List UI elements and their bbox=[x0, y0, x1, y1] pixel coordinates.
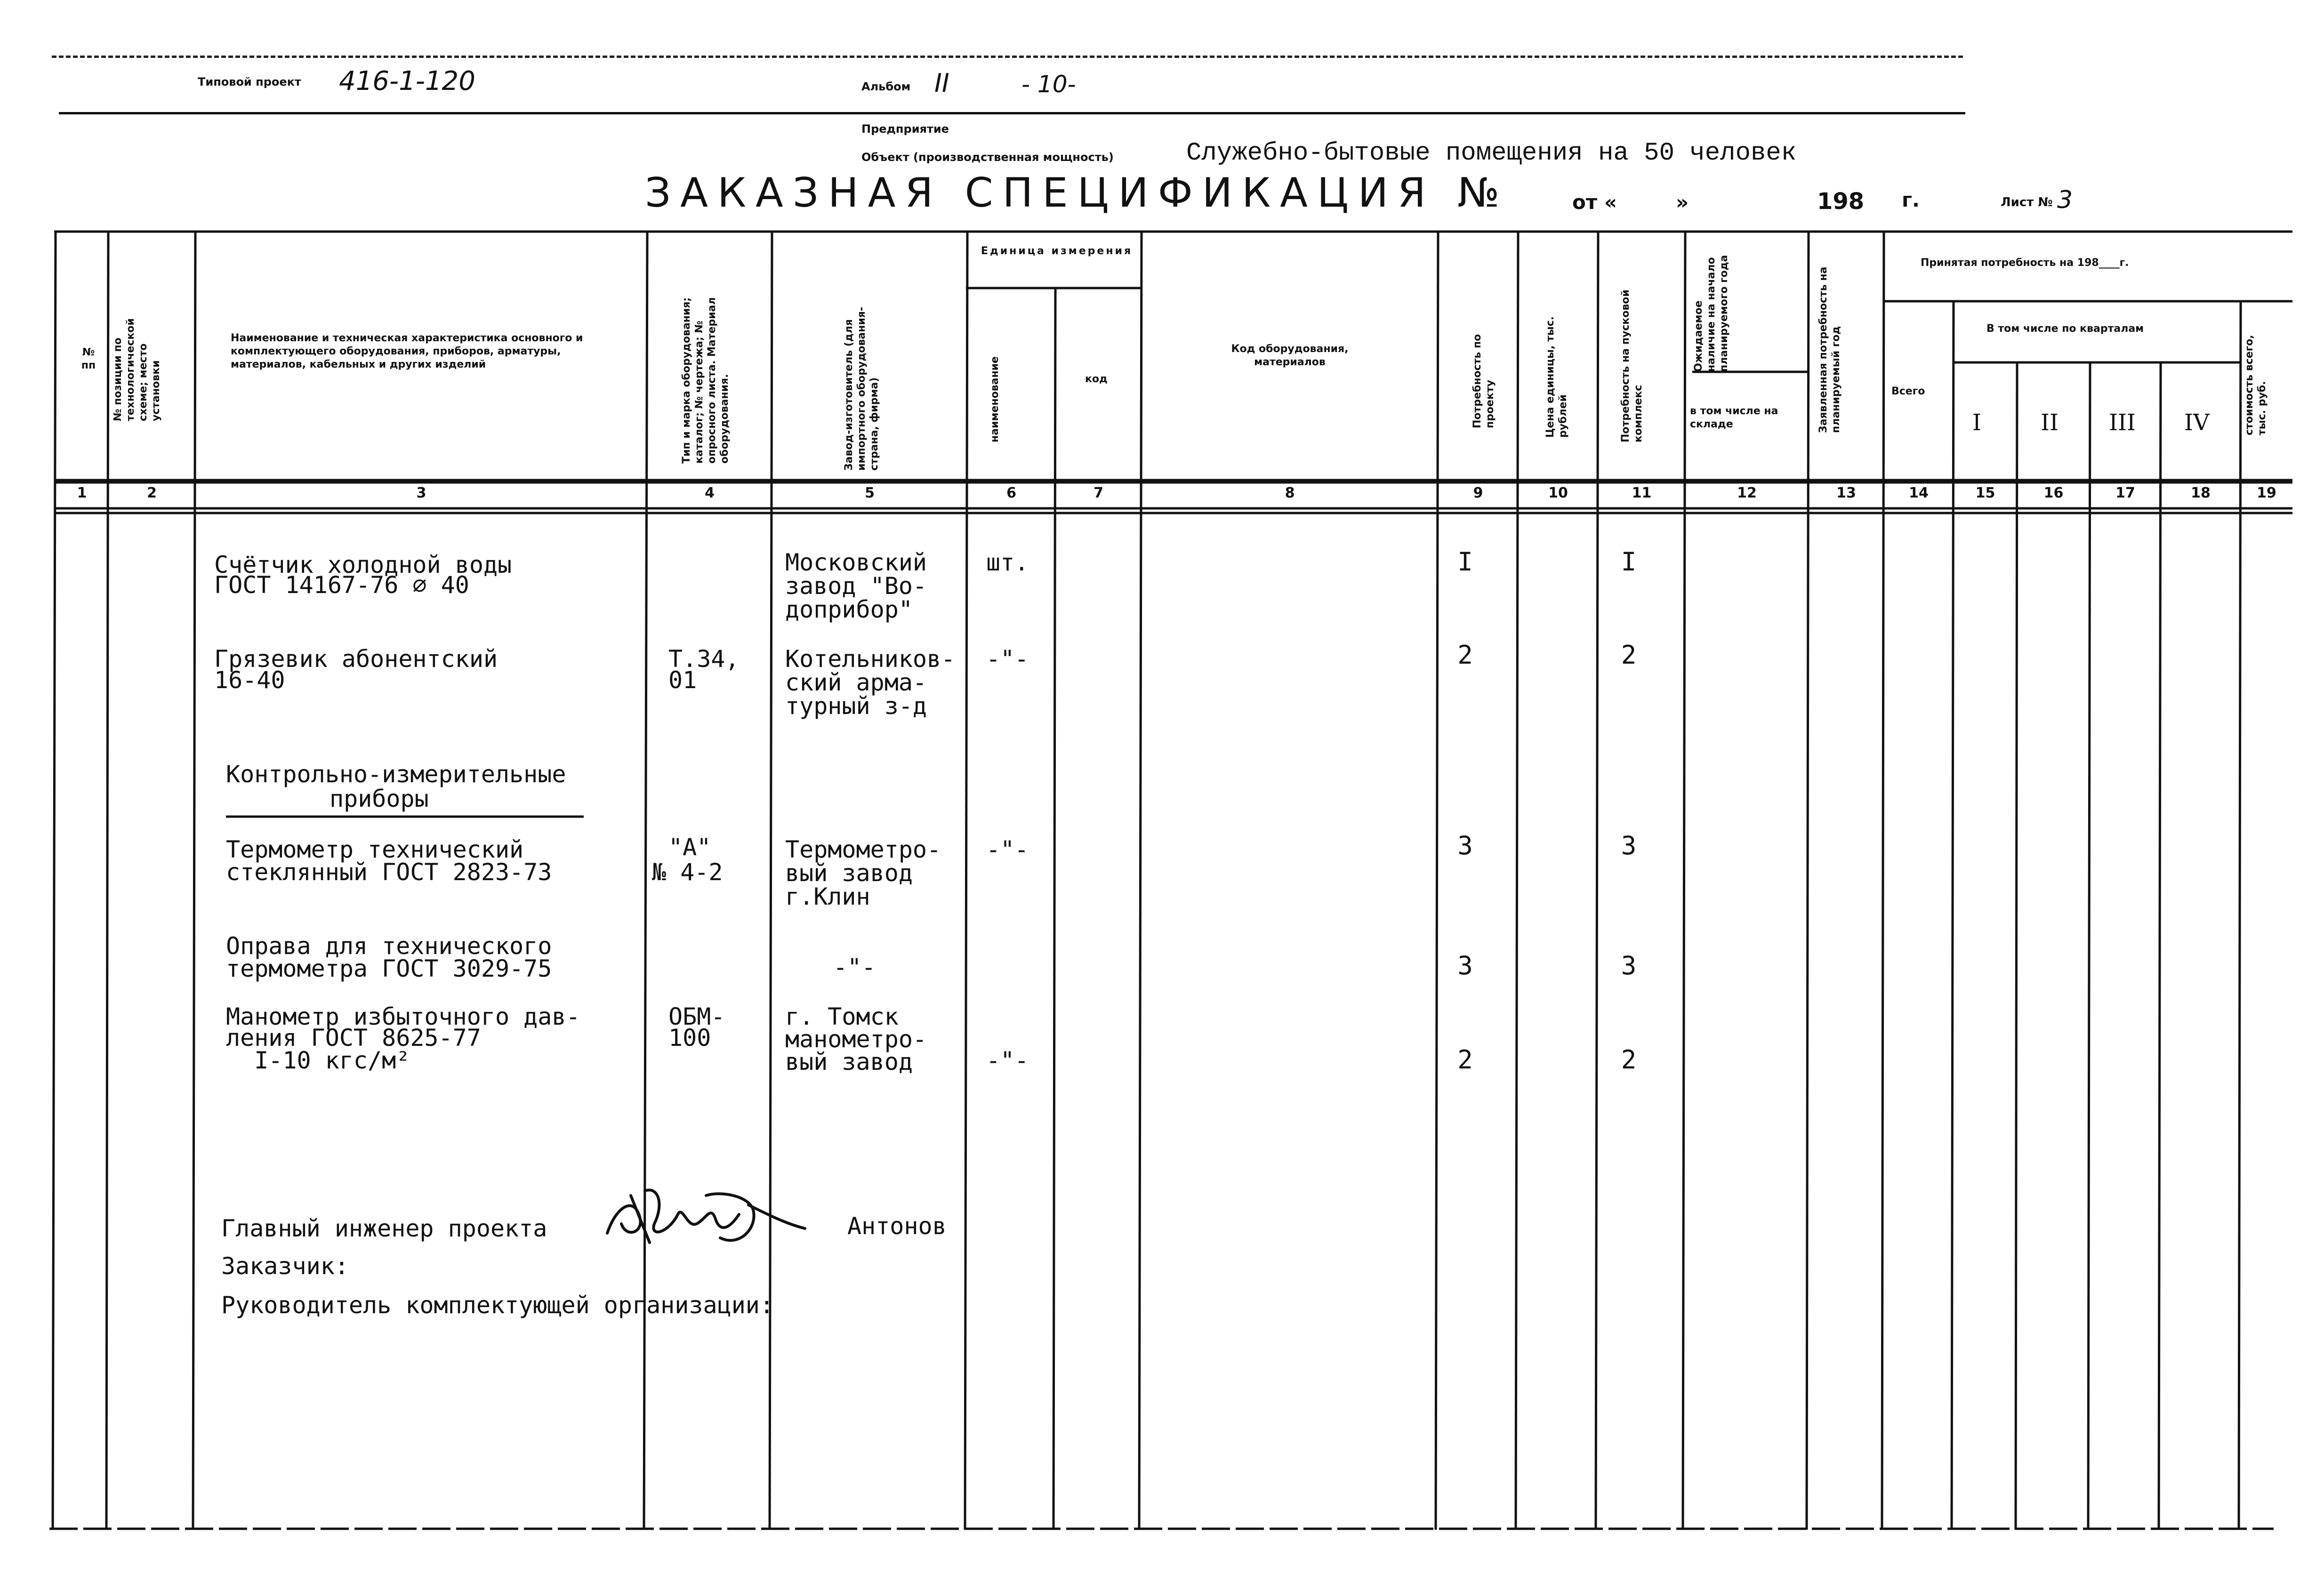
maker-line: ский арма- bbox=[785, 669, 927, 696]
page-marker: - 10- bbox=[1021, 71, 1076, 98]
customer-label: Заказчик: bbox=[221, 1252, 349, 1280]
col-number: 16 bbox=[2043, 485, 2064, 501]
project-value: 416-1-120 bbox=[339, 66, 475, 96]
col-number: 15 bbox=[1975, 485, 1995, 501]
col-header-2: № позиции по технологической схеме; место установки bbox=[112, 318, 162, 421]
project-label: Типовой проект bbox=[198, 75, 301, 88]
need-project-value: 3 bbox=[1457, 951, 1473, 980]
type-line: "А" bbox=[668, 834, 711, 861]
col-header-6: наименование bbox=[989, 356, 1001, 442]
col-number: 17 bbox=[2115, 485, 2135, 501]
col-header-12-bottom: в том числе на складе bbox=[1690, 405, 1778, 430]
col-number: 12 bbox=[1737, 485, 1757, 501]
col-header-8: Код оборудования, материалов bbox=[1231, 343, 1349, 368]
album-label: Альбом bbox=[861, 80, 911, 93]
maker-line: Московский bbox=[785, 549, 927, 576]
col-number: 3 bbox=[416, 485, 426, 501]
sheet-label: Лист № bbox=[2001, 195, 2053, 209]
maker-line: Термометро- bbox=[785, 836, 941, 863]
item-name-line: термометра ГОСТ 3029-75 bbox=[226, 955, 552, 982]
need-launch-value: I bbox=[1621, 547, 1637, 577]
need-project-value: I bbox=[1457, 547, 1473, 577]
col-header-5: Завод-изготовитель (для импортного оборудования-страна, фирма) bbox=[843, 307, 880, 471]
type-line: 01 bbox=[668, 666, 697, 694]
item-name-line: стеклянный ГОСТ 2823-73 bbox=[226, 859, 552, 886]
col-number: 7 bbox=[1094, 485, 1103, 501]
item-name-line: Термометр технический bbox=[226, 836, 524, 863]
album-value: II bbox=[934, 68, 949, 98]
need-launch-value: 2 bbox=[1621, 1045, 1637, 1075]
document-title: ЗАКАЗНАЯ СПЕЦИФИКАЦИЯ № bbox=[645, 169, 1509, 217]
date-close: » bbox=[1676, 191, 1689, 214]
maker-line: вый завод bbox=[785, 859, 913, 887]
maker-line: завод "Во- bbox=[785, 572, 927, 600]
section-title-line1: Контрольно-измерительные bbox=[226, 761, 566, 788]
sheet-value: 3 bbox=[2057, 186, 2073, 214]
need-launch-value: 2 bbox=[1621, 640, 1637, 670]
item-name-line: Счётчик холодной воды bbox=[214, 551, 512, 578]
col-header-12-top: Ожидаемое наличие на начало планируемого года bbox=[1693, 255, 1730, 372]
type-line: № 4-2 bbox=[652, 859, 723, 886]
maker-line: г. Томск bbox=[785, 1003, 899, 1030]
type-line: 100 bbox=[668, 1024, 711, 1051]
chief-engineer-label: Главный инженер проекта bbox=[221, 1215, 547, 1242]
maker-line: вый завод bbox=[785, 1048, 913, 1075]
need-launch-value: 3 bbox=[1621, 951, 1637, 980]
col-header-10: Цена единицы, тыс. рублей bbox=[1544, 316, 1569, 438]
col-header-1: № пп bbox=[81, 346, 96, 371]
need-project-value: 2 bbox=[1457, 1045, 1473, 1075]
col-number: 1 bbox=[77, 485, 87, 501]
need-project-value: 2 bbox=[1457, 640, 1473, 670]
col-header-14: Всего bbox=[1891, 385, 1925, 397]
need-launch-value: 3 bbox=[1621, 831, 1637, 860]
col-number: 18 bbox=[2191, 485, 2211, 501]
maker-line: -"- bbox=[833, 954, 876, 981]
section-title-line2: приборы bbox=[330, 785, 429, 812]
maker-line: Котельников- bbox=[785, 645, 956, 673]
col-number: 11 bbox=[1632, 485, 1652, 501]
col-number: 2 bbox=[147, 485, 157, 501]
col-number: 13 bbox=[1836, 485, 1856, 501]
object-label: Объект (производственная мощность) bbox=[861, 151, 1114, 164]
col-header-13: Заявленная потребность на планируемый год bbox=[1817, 266, 1842, 433]
enterprise-label: Предприятие bbox=[861, 122, 949, 136]
type-line: ОБМ- bbox=[668, 1003, 725, 1030]
col-header-7: код bbox=[1085, 373, 1108, 385]
col-header-9: Потребность по проекту bbox=[1472, 334, 1496, 428]
date-from: от « bbox=[1572, 191, 1617, 214]
col-number: 14 bbox=[1909, 485, 1929, 501]
item-name-line: ления ГОСТ 8625-77 bbox=[226, 1024, 481, 1051]
signature-icon bbox=[598, 1177, 814, 1257]
unit-value: -"- bbox=[986, 1047, 1029, 1074]
type-line: Т.34, bbox=[668, 645, 740, 673]
unit-value: -"- bbox=[986, 836, 1029, 863]
maker-line: турный з-д bbox=[785, 692, 927, 720]
need-project-value: 3 bbox=[1457, 831, 1473, 860]
item-name-line: 16-40 bbox=[214, 666, 285, 694]
col-number: 6 bbox=[1006, 485, 1016, 501]
col-header-q1: I bbox=[1972, 409, 1981, 436]
year-prefix: 198 bbox=[1817, 188, 1865, 215]
col-header-11: Потребность на пусковой комплекс bbox=[1620, 289, 1644, 442]
col-header-4: Тип и марка оборудования; каталог; № чертежа; № опросного листа. Материал оборудования. bbox=[681, 297, 731, 464]
chief-engineer-name: Антонов bbox=[847, 1212, 947, 1240]
item-name-line: Манометр избыточного дав- bbox=[226, 1003, 580, 1030]
col-number: 4 bbox=[705, 485, 715, 501]
item-name-line: Грязевик абонентский bbox=[214, 645, 498, 673]
col-header-q2: II bbox=[2041, 409, 2059, 436]
item-name-line: I-10 кгс/м² bbox=[226, 1047, 410, 1074]
col-number: 10 bbox=[1548, 485, 1568, 501]
object-value: Служебно-бытовые помещения на 50 человек bbox=[1186, 139, 1797, 168]
col-header-q3: III bbox=[2109, 409, 2136, 436]
maker-line: г.Клин bbox=[785, 883, 870, 910]
col-header-quarters-group: В том числе по кварталам bbox=[1986, 323, 2144, 335]
col-number: 9 bbox=[1473, 485, 1483, 501]
item-name-line: ГОСТ 14167-76 ⌀ 40 bbox=[214, 571, 469, 599]
col-header-3: Наименование и техническая характеристика основного и комплектующего оборудования, приборов, арматуры, материалов, кабельных и других изделий bbox=[231, 332, 583, 370]
unit-value: шт. bbox=[986, 549, 1029, 576]
supplier-label: Руководитель комплектующей организации: bbox=[221, 1292, 774, 1319]
col-number: 5 bbox=[865, 485, 875, 501]
item-name-line: Оправа для технического bbox=[226, 932, 552, 960]
maker-line: доприбор" bbox=[785, 596, 913, 623]
year-suffix: г. bbox=[1902, 188, 1920, 211]
col-number: 19 bbox=[2257, 485, 2276, 501]
unit-value: -"- bbox=[986, 645, 1029, 673]
col-number: 8 bbox=[1285, 485, 1295, 501]
col-header-19: стоимость всего, тыс. руб. bbox=[2244, 335, 2268, 435]
col-header-accepted-group: Принятая потребность на 198____г. bbox=[1921, 257, 2129, 269]
col-header-q4: IV bbox=[2184, 409, 2210, 436]
maker-line: манометро- bbox=[785, 1026, 927, 1053]
col-header-unit-group: Единица измерения bbox=[981, 245, 1133, 257]
